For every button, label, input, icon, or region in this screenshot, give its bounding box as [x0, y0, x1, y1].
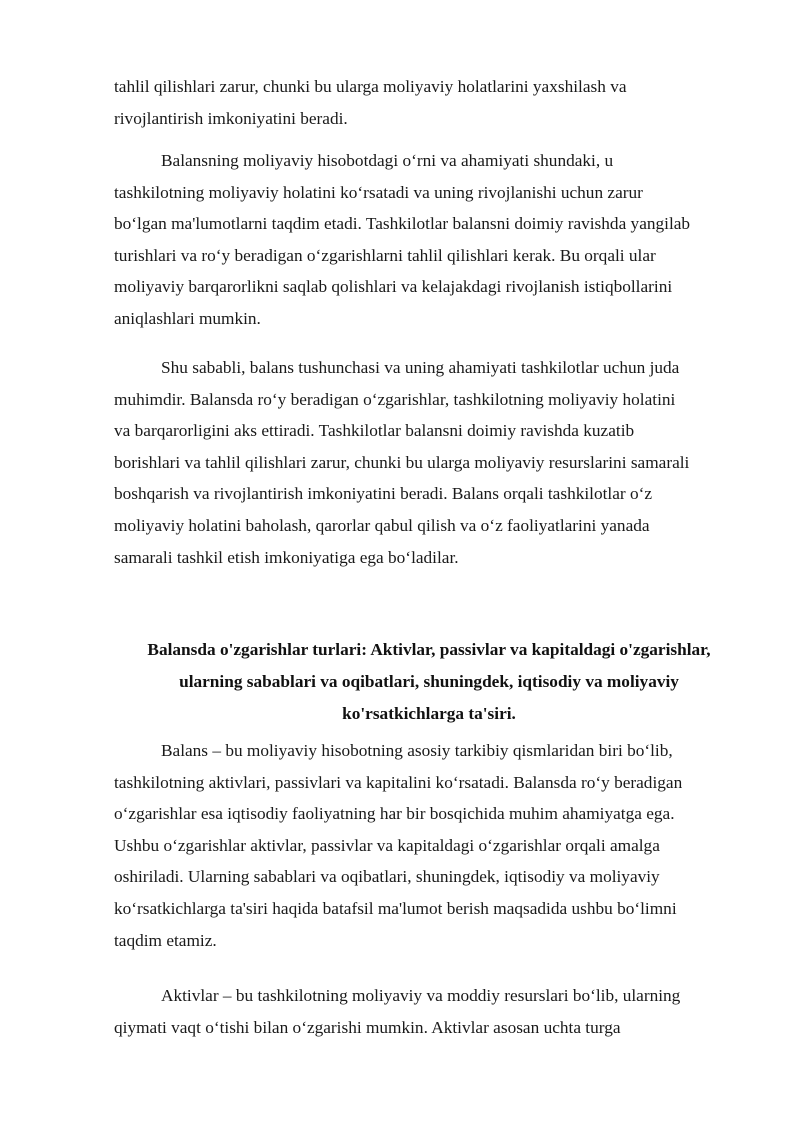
text-line: samarali tashkil etish imkoniyatiga ega bo‘ladilar.: [114, 547, 459, 567]
text-line: oshiriladi. Ularning sabablari va oqibatlari, shuningdek, iqtisodiy va moliyaviy: [114, 867, 660, 887]
text-line: aniqlashlari mumkin.: [114, 308, 261, 328]
text-line: ko‘rsatkichlarga ta'siri haqida batafsil ma'lumot berish maqsadida ushbu bo‘limni: [114, 898, 677, 918]
section-heading: [114, 634, 744, 729]
text-line: borishlari va tahlil qilishlari zarur, chunki bu ularga moliyaviy resurslarini samarali: [114, 452, 690, 472]
paragraph-shu-sababli: [114, 352, 744, 573]
text-line: Ushbu o‘zgarishlar aktivlar, passivlar va kapitaldagi o‘zgarishlar orqali amalga: [114, 835, 660, 855]
heading-line: ko'rsatkichlarga ta'siri.: [342, 703, 516, 723]
text-line: o‘zgarishlar esa iqtisodiy faoliyatning har bir bosqichida muhim ahamiyatga ega.: [114, 804, 675, 824]
text-line: Balansning moliyaviy hisobotdagi o‘rni va ahamiyati shundaki, u: [161, 151, 614, 170]
text-line: tashkilotning aktivlari, passivlari va kapitalini ko‘rsatadi. Balansda ro‘y beradigan: [114, 772, 683, 792]
text-line: taqdim etamiz.: [114, 930, 217, 950]
text-line: moliyaviy barqarorlikni saqlab qolishlari va kelajakdagi rivojlanish istiqbollarini: [114, 277, 673, 297]
text-line: moliyaviy holatini baholash, qarorlar qabul qilish va o‘z faoliyatlarini yanada: [114, 515, 650, 535]
heading-line: Balansda o'zgarishlar turlari: Aktivlar, passivlar va kapitaldagi o'zgarishlar,: [147, 640, 711, 659]
text-line: boshqarish va rivojlantirish imkoniyatini beradi. Balans orqali tashkilotlar o‘z: [114, 484, 653, 504]
text-line: Aktivlar – bu tashkilotning moliyaviy va moddiy resurslari bo‘lib, ularning: [161, 986, 681, 1005]
text-line: tahlil qilishlari zarur, chunki bu ularga moliyaviy holatlarini yaxshilash va: [114, 77, 627, 96]
paragraph-balans-orni: [114, 145, 744, 335]
text-line: qiymati vaqt o‘tishi bilan o‘zgarishi mumkin. Aktivlar asosan uchta turga: [114, 1017, 621, 1037]
paragraph-balans-tarkibi: [114, 735, 744, 956]
text-line: tashkilotning moliyaviy holatini ko‘rsatadi va uning rivojlanishi uchun zarur: [114, 182, 643, 202]
text-line: Shu sababli, balans tushunchasi va uning ahamiyati tashkilotlar uchun juda: [161, 358, 680, 377]
text-line: turishlari va ro‘y beradigan o‘zgarishlarni tahlil qilishlari kerak. Bu orqali ular: [114, 245, 656, 265]
text-line: rivojlantirish imkoniyatini beradi.: [114, 108, 348, 128]
paragraph-continuation: [114, 71, 744, 134]
text-line: va barqarorligini aks ettiradi. Tashkilotlar balansni doimiy ravishda kuzatib: [114, 421, 635, 441]
text-line: bo‘lgan ma'lumotlarni taqdim etadi. Tashkilotlar balansni doimiy ravishda yangilab: [114, 214, 691, 234]
text-line: Balans – bu moliyaviy hisobotning asosiy tarkibiy qismlaridan biri bo‘lib,: [161, 741, 673, 760]
heading-line: ularning sabablari va oqibatlari, shuningdek, iqtisodiy va moliyaviy: [179, 671, 679, 691]
text-line: muhimdir. Balansda ro‘y beradigan o‘zgarishlar, tashkilotning moliyaviy holatini: [114, 389, 676, 409]
paragraph-aktivlar: [114, 980, 744, 1043]
